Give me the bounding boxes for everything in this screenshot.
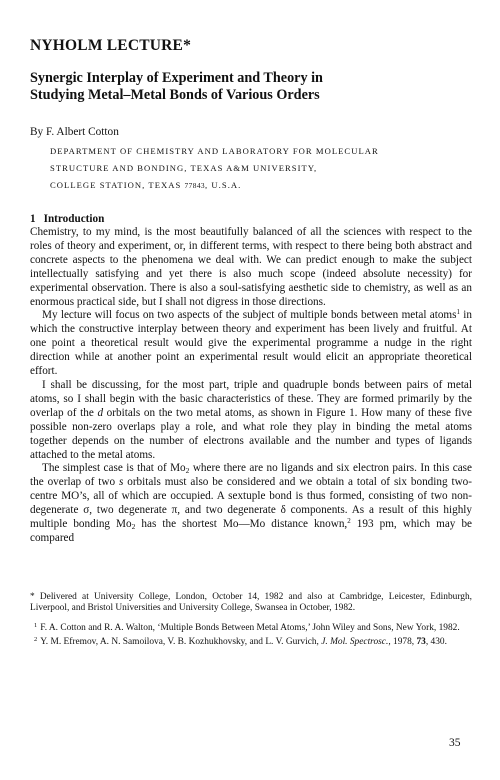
- paragraph-4: [30, 462, 472, 545]
- article-title-line-1: Synergic Interplay of Experiment and Theory in: [30, 70, 323, 86]
- reference-2-volume: 73: [416, 636, 426, 647]
- paragraph-2-text-b: in which the constructive interplay between theory and experiment has been lively and fruitful. At one point a theoretical result would give the experimental programme a nudge in the right direction while at another point an experimental result would elicit an appropriate theoretical effort.: [30, 309, 473, 378]
- reference-2-year: , 1978,: [388, 636, 417, 647]
- paragraph-2: [30, 309, 472, 379]
- page-number: 35: [449, 737, 461, 749]
- affiliation-line-2: STRUCTURE AND BONDING, TEXAS A&M UNIVERSITY,: [50, 163, 318, 173]
- affiliation-city: COLLEGE STATION, TEXAS: [50, 180, 182, 190]
- paragraph-1: Chemistry, to my mind, is the most beautifully balanced of all the sciences with respect to the roles of theory and experiment, or, in different terms, with respect to there being both abstract and concrete aspects to the phenomena we deal with. We can predict enough to make the subject intellectually satisfying and yet there is also much scope (indeed absolute necessity) for experimental observation. There is also a soul-satisfying aesthetic side to chemistry, as well as an enormous practical side, but I shall not digress in those directions.: [30, 226, 472, 308]
- author-affiliation: [50, 143, 480, 194]
- italic-s: s: [118, 476, 124, 489]
- paragraph-3: [30, 379, 472, 462]
- article-title: [30, 70, 470, 104]
- paragraph-2-text-a: My lecture will focus on two aspects of the subject of multiple bonds between metal atoms: [42, 309, 457, 322]
- paragraph-4-text-d: has the shortest Mo—Mo distance known,: [135, 518, 348, 531]
- reference-2-journal: J. Mol. Spectrosc.: [321, 636, 389, 647]
- author-byline: By F. Albert Cotton: [30, 126, 119, 138]
- paragraph-3-text-b: orbitals on the two metal atoms, as shown in Figure 1. How many of these five possible non-zero overlaps play a role, and what role they play in binding the metal atoms together depends on the number of electrons available and the number and types of ligands attached to the metal atoms.: [30, 406, 472, 461]
- section-title: Introduction: [43, 213, 105, 225]
- reference-marker-1: 1: [456, 308, 460, 317]
- affiliation-line-3: [50, 177, 480, 194]
- reference-2: [30, 634, 472, 648]
- affiliation-zip: 77843: [184, 181, 206, 190]
- section-heading: [30, 213, 104, 225]
- body-text: [30, 226, 472, 546]
- affiliation-line-1: DEPARTMENT OF CHEMISTRY AND LABORATORY FOR MOLECULAR: [50, 146, 379, 156]
- paragraph-3-text-a: I shall be discussing, for the most part, triple and quadruple bonds between pairs of metal atoms, so I shall begin with the basic characteristics of these. They are formed primarily by the overlap of the: [30, 378, 472, 419]
- subscript-2: 2: [131, 522, 136, 532]
- reference-1-text: F. A. Cotton and R. A. Walton, ‘Multiple Bonds Between Metal Atoms,’ John Wiley and Sons, New York, 1982.: [40, 622, 460, 633]
- reference-1: [30, 620, 472, 634]
- article-title-line-2: Studying Metal–Metal Bonds of Various Orders: [30, 87, 320, 103]
- footnote-star: * Delivered at University College, London, October 14, 1982 and also at Cambridge, Leicester, Edinburgh, Liverpool, and Bristol Universities and University College, Swansea in October, 1982.: [30, 592, 472, 614]
- reference-1-mark: 1: [34, 621, 38, 629]
- paragraph-4-text-c: orbitals must also be considered and we obtain a total of six bonding two-centre MO’s, all of which are occupied. A sextuple bond is thus formed, consisting of two non-degenerate σ, two degenerate π, and two degenerate δ components. As a result of this highly multiple bonding Mo: [30, 476, 472, 531]
- reference-2-pages: , 430.: [425, 636, 447, 647]
- paragraph-4-text-a: The simplest case is that of Mo: [42, 462, 186, 475]
- footnotes: [30, 592, 472, 648]
- reference-2-authors: Y. M. Efremov, A. N. Samoilova, V. B. Kozhukhovsky, and L. V. Gurvich,: [40, 636, 322, 647]
- section-number: 1: [30, 213, 36, 225]
- paragraph-4-text-b: where there are no ligands and six electron pairs. In this case the overlap of two: [30, 462, 472, 489]
- subscript-2: 2: [185, 466, 190, 476]
- reference-2-mark: 2: [34, 635, 38, 643]
- italic-d: d: [97, 406, 104, 419]
- affiliation-country: , U.S.A.: [205, 180, 242, 190]
- lecture-title: NYHOLM LECTURE*: [30, 37, 192, 54]
- paragraph-4-text-e: 193 pm, which may be compared: [30, 518, 473, 544]
- reference-marker-2: 2: [347, 517, 351, 526]
